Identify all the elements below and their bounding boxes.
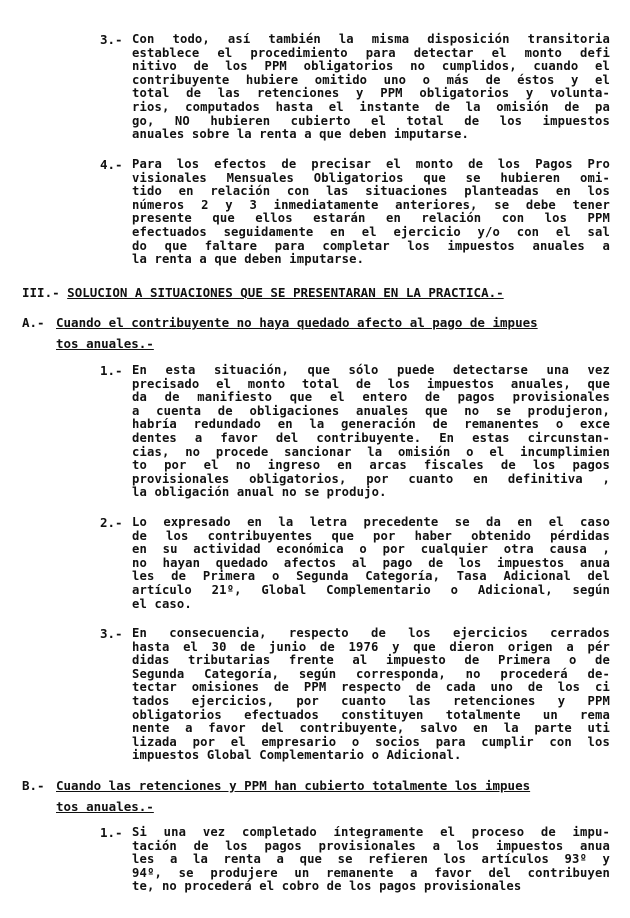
text-line: de los contribuyentes que por haber obtenido pérdidas: [132, 528, 610, 543]
text-line: Para los efectos de precisar el monto de los Pagos Pro: [132, 157, 610, 171]
text-line: obligatorios efectuados constituyen totalmente un rema: [132, 707, 610, 722]
text-line: go, NO hubieren cubierto el total de los impuestos: [132, 113, 610, 128]
text-line: les de Primera o Segunda Categoría, Tasa Adicional del: [132, 569, 610, 584]
paragraph-text: [132, 158, 610, 267]
paragraph-text: [132, 627, 610, 763]
paragraph-text: [132, 826, 610, 894]
text-line: artículo 21º, Global Complementario o Adicional, según: [132, 582, 610, 597]
text-line: números 2 y 3 inmediatamente anteriores, se debe tener: [132, 197, 610, 212]
text-line: to por el no ingreso en arcas fiscales de los pagos: [132, 458, 610, 473]
text-line: rios, computados hasta el instante de la omisión de pa: [132, 99, 610, 114]
text-line: impuestos Global Complementario o Adicional.: [132, 748, 462, 763]
text-line: da de manifiesto que el entero de pagos provisionales: [132, 390, 610, 405]
text-line: te, no procederá el cobro de los pagos provisionales: [132, 879, 522, 894]
text-line: tido en relación con las situaciones planteadas en los: [132, 184, 610, 199]
subsection-title: [56, 312, 611, 354]
text-line: Con todo, así también la misma disposición transitoria: [132, 32, 610, 46]
text-line: lizada por el empresario o socios para cumplir con los: [132, 734, 610, 749]
paragraph-text: [132, 516, 610, 611]
text-line: el caso.: [132, 596, 192, 611]
text-line: visionales Mensuales Obligatorios que se hubieren omi-: [132, 170, 610, 185]
text-line: no hayan quedado afectos al pago de los impuestos anua: [132, 555, 610, 570]
subsection-title: [56, 775, 611, 817]
text-line: a cuenta de obligaciones anuales que no se produjeron,: [132, 403, 610, 418]
text-line: En consecuencia, respecto de los ejercicios cerrados: [132, 626, 610, 640]
text-line: tectar omisiones de PPM respecto de cada uno de los ci: [132, 680, 610, 695]
text-line: en su actividad económica o por cualquier otra causa ,: [132, 542, 610, 557]
title-line: Cuando las retenciones y PPM han cubierto totalmente los impues: [56, 778, 531, 793]
item-number: 1.-: [100, 825, 123, 840]
text-line: provisionales obligatorios, por cuanto en definitiva ,: [132, 471, 610, 486]
text-line: Si una vez completado íntegramente el proceso de impu-: [132, 825, 610, 839]
text-line: nente a favor del contribuyente, salvo en la parte uti: [132, 721, 610, 736]
text-line: la obligación anual no se produjo.: [132, 485, 387, 500]
title-line: Cuando el contribuyente no haya quedado afecto al pago de impues: [56, 315, 538, 330]
paragraph-text: [132, 364, 610, 500]
text-line: anuales sobre la renta a que deben imputarse.: [132, 127, 469, 142]
title-line: tos anuales.-: [56, 336, 154, 351]
text-line: cias, no procede sancionar la omisión o el incumplimien: [132, 444, 610, 459]
text-line: tación de los pagos provisionales a los impuestos anua: [132, 838, 610, 853]
item-number: 1.-: [100, 363, 123, 378]
text-line: hasta el 30 de junio de 1976 y que dieron origen a pér: [132, 639, 610, 654]
text-line: establece el procedimiento para detectar el monto defi: [132, 45, 610, 60]
section-heading: [22, 286, 504, 300]
item-number: 3.-: [100, 32, 123, 47]
item-number: 3.-: [100, 626, 123, 641]
subsection-letter: B.-: [22, 778, 45, 793]
text-line: tados ejercicios, por cuanto las retenciones y PPM: [132, 693, 610, 708]
item-number: 2.-: [100, 515, 123, 530]
text-line: Lo expresado en la letra precedente se da en el caso: [132, 515, 610, 529]
section-number: III.-: [22, 285, 60, 300]
text-line: didas tributarias frente al impuesto de Primera o de: [132, 653, 610, 668]
section-title: SOLUCION A SITUACIONES QUE SE PRESENTARAN EN LA PRACTICA.-: [67, 285, 504, 300]
text-line: dentes a favor del contribuyente. En estas circunstan-: [132, 430, 610, 445]
text-line: precisado el monto total de los impuestos anuales, que: [132, 376, 610, 391]
text-line: la renta a que deben imputarse.: [132, 252, 365, 267]
text-line: presente que ellos estarán en relación con los PPM: [132, 211, 610, 226]
subsection-b-heading: [22, 775, 612, 817]
text-line: En esta situación, que sólo puede detectarse una vez: [132, 363, 610, 377]
text-line: contribuyente hubiere omitido uno o más de éstos y el: [132, 72, 610, 87]
text-line: 94º, se produjere un remanente a favor del contribuyen: [132, 865, 610, 880]
text-line: total de las retenciones y PPM obligatorios y volunta-: [132, 86, 610, 101]
text-line: habría redundado en la generación de remanentes o exce: [132, 417, 610, 432]
text-line: nitivo de los PPM obligatorios no cumplidos, cuando el: [132, 59, 610, 74]
subsection-a-heading: [22, 312, 612, 354]
paragraph-text: [132, 33, 610, 142]
item-number: 4.-: [100, 157, 123, 172]
text-line: Segunda Categoría, según corresponda, no procederá de-: [132, 666, 610, 681]
text-line: do que faltare para completar los impuestos anuales a: [132, 238, 610, 253]
title-line: tos anuales.-: [56, 799, 154, 814]
text-line: efectuados seguidamente en el ejercicio y/o con el sal: [132, 224, 610, 239]
subsection-letter: A.-: [22, 315, 45, 330]
text-line: les a la renta a que se refieren los artículos 93º y: [132, 852, 610, 867]
